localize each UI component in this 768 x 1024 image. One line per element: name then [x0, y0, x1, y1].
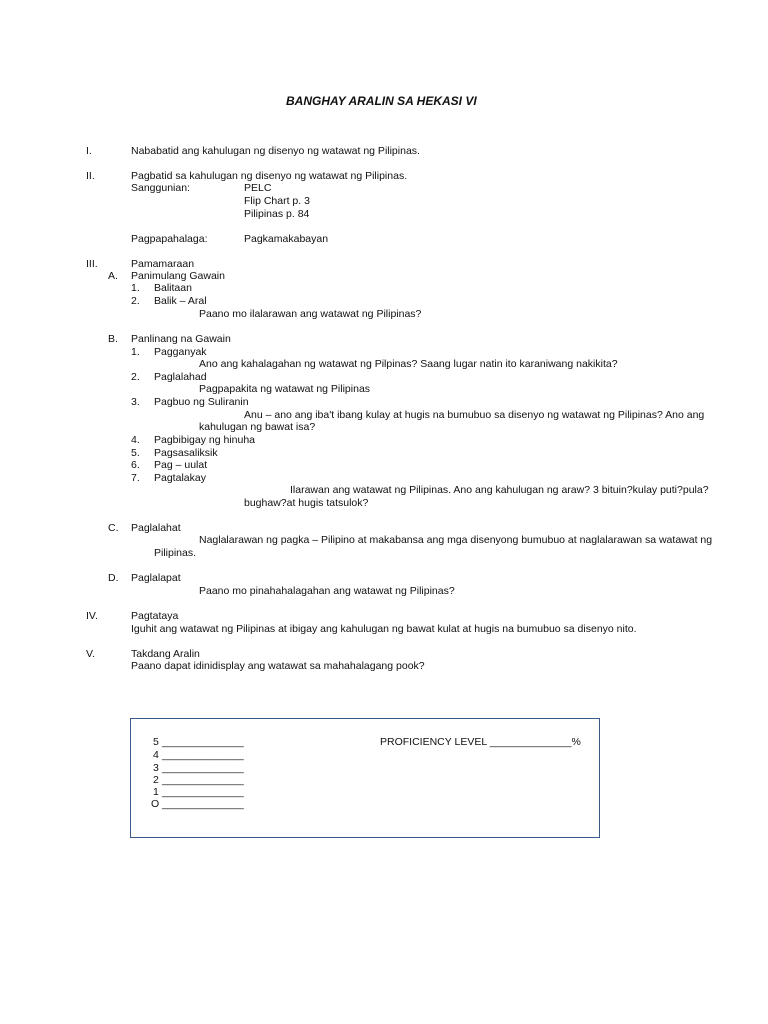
item-number: 1. — [131, 346, 140, 358]
item-detail: Anu – ano ang iba't ibang kulay at hugis na bumubuo sa disenyo ng watawat ng Pilipinas? Ano ang — [244, 409, 705, 421]
item-text: Pagbibigay ng hinuha — [154, 434, 256, 446]
score-label: 4 — [153, 749, 159, 761]
item-number: 2. — [131, 371, 140, 383]
item-detail: Paano mo pinahahalagahan ang watawat ng Pilipinas? — [199, 585, 455, 597]
score-label: O — [151, 798, 160, 810]
section-1-text: Nababatid ang kahulugan ng disenyo ng watawat ng Pilipinas. — [131, 145, 420, 157]
item-detail: kahulugan ng bawat isa? — [199, 421, 316, 433]
section-3-text: Pamamaraan — [131, 258, 195, 270]
page-title: BANGHAY ARALIN SA HEKASI VI — [286, 94, 477, 108]
section-2-text: Pagbatid sa kahulugan ng disenyo ng watawat ng Pilipinas. — [131, 170, 408, 182]
proficiency-level: PROFICIENCY LEVEL ______________% — [380, 736, 581, 748]
reference-3: Pilipinas p. 84 — [244, 208, 310, 220]
section-5-text: Takdang Aralin — [131, 648, 200, 660]
item-number: 5. — [131, 447, 140, 459]
item-text: Balik – Aral — [154, 295, 207, 307]
item-text: Pagganyak — [154, 346, 207, 358]
item-detail: Pagpapakita ng watawat ng Pilipinas — [199, 383, 371, 395]
item-detail: Naglalarawan ng pagka – Pilipino at makabansa ang mga disenyong bumubuo at naglalarawan sa watawat ng — [199, 534, 713, 546]
item-text: Pagtalakay — [154, 472, 206, 484]
section-5-number: V. — [86, 648, 95, 660]
section-4-number: IV. — [86, 610, 98, 622]
reference-2: Flip Chart p. 3 — [244, 195, 310, 207]
sanggunian-label: Sanggunian: — [131, 182, 190, 194]
item-number: 4. — [131, 434, 140, 446]
item-detail: Pilipinas. — [154, 547, 197, 559]
item-number: 3. — [131, 396, 140, 408]
item-detail: Ano ang kahalagahan ng watawat ng Pilpinas? Saang lugar natin ito karaniwang nakikita? — [199, 358, 618, 370]
score-label: 1 — [153, 786, 159, 798]
section-2-number: II. — [86, 170, 95, 182]
pagpapahalaga-value: Pagkamakabayan — [244, 233, 329, 245]
item-text: Paglalahad — [154, 371, 207, 383]
reference-1: PELC — [244, 182, 272, 194]
item-detail: Ilarawan ang watawat ng Pilipinas. Ano ang kahulugan ng araw? 3 bituin?kulay puti?pula? — [290, 484, 709, 496]
score-label: 5 — [153, 736, 159, 748]
item-text: Pag – uulat — [154, 459, 208, 471]
score-blank: ______________ — [162, 774, 244, 786]
item-number: 7. — [131, 472, 140, 484]
score-blank: ______________ — [162, 786, 244, 798]
item-text: Pagsasaliksik — [154, 447, 218, 459]
subsection-a-label: Panimulang Gawain — [131, 270, 225, 282]
score-label: 2 — [153, 774, 159, 786]
pagpapahalaga-label: Pagpapahalaga: — [131, 233, 208, 245]
item-text: Balitaan — [154, 282, 192, 294]
item-text: Pagbuo ng Suliranin — [154, 396, 249, 408]
subsection-c-label: Paglalahat — [131, 522, 181, 534]
item-detail: bughaw?at hugis tatsulok? — [244, 497, 369, 509]
score-blank: ______________ — [162, 798, 244, 810]
section-4-text: Pagtataya — [131, 610, 179, 622]
section-3-number: III. — [86, 258, 98, 270]
subsection-d-label: Paglalapat — [131, 572, 181, 584]
subsection-d-letter: D. — [108, 572, 119, 584]
subsection-a-letter: A. — [108, 270, 118, 282]
score-blank: ______________ — [162, 749, 244, 761]
item-number: 2. — [131, 295, 140, 307]
item-number: 1. — [131, 282, 140, 294]
subsection-b-letter: B. — [108, 333, 118, 345]
section-5-detail: Paano dapat idinidisplay ang watawat sa mahahalagang pook? — [131, 660, 425, 672]
item-detail: Paano mo ilalarawan ang watawat ng Pilipinas? — [199, 308, 422, 320]
item-number: 6. — [131, 459, 140, 471]
section-4-detail: Iguhit ang watawat ng Pilipinas at ibigay ang kahulugan ng bawat kulat at hugis na bumubuo sa disenyo nito. — [131, 623, 637, 635]
subsection-c-letter: C. — [108, 522, 119, 534]
score-label: 3 — [153, 762, 159, 774]
score-blank: ______________ — [162, 736, 244, 748]
subsection-b-label: Panlinang na Gawain — [131, 333, 231, 345]
score-blank: ______________ — [162, 762, 244, 774]
section-1-number: I. — [86, 145, 92, 157]
